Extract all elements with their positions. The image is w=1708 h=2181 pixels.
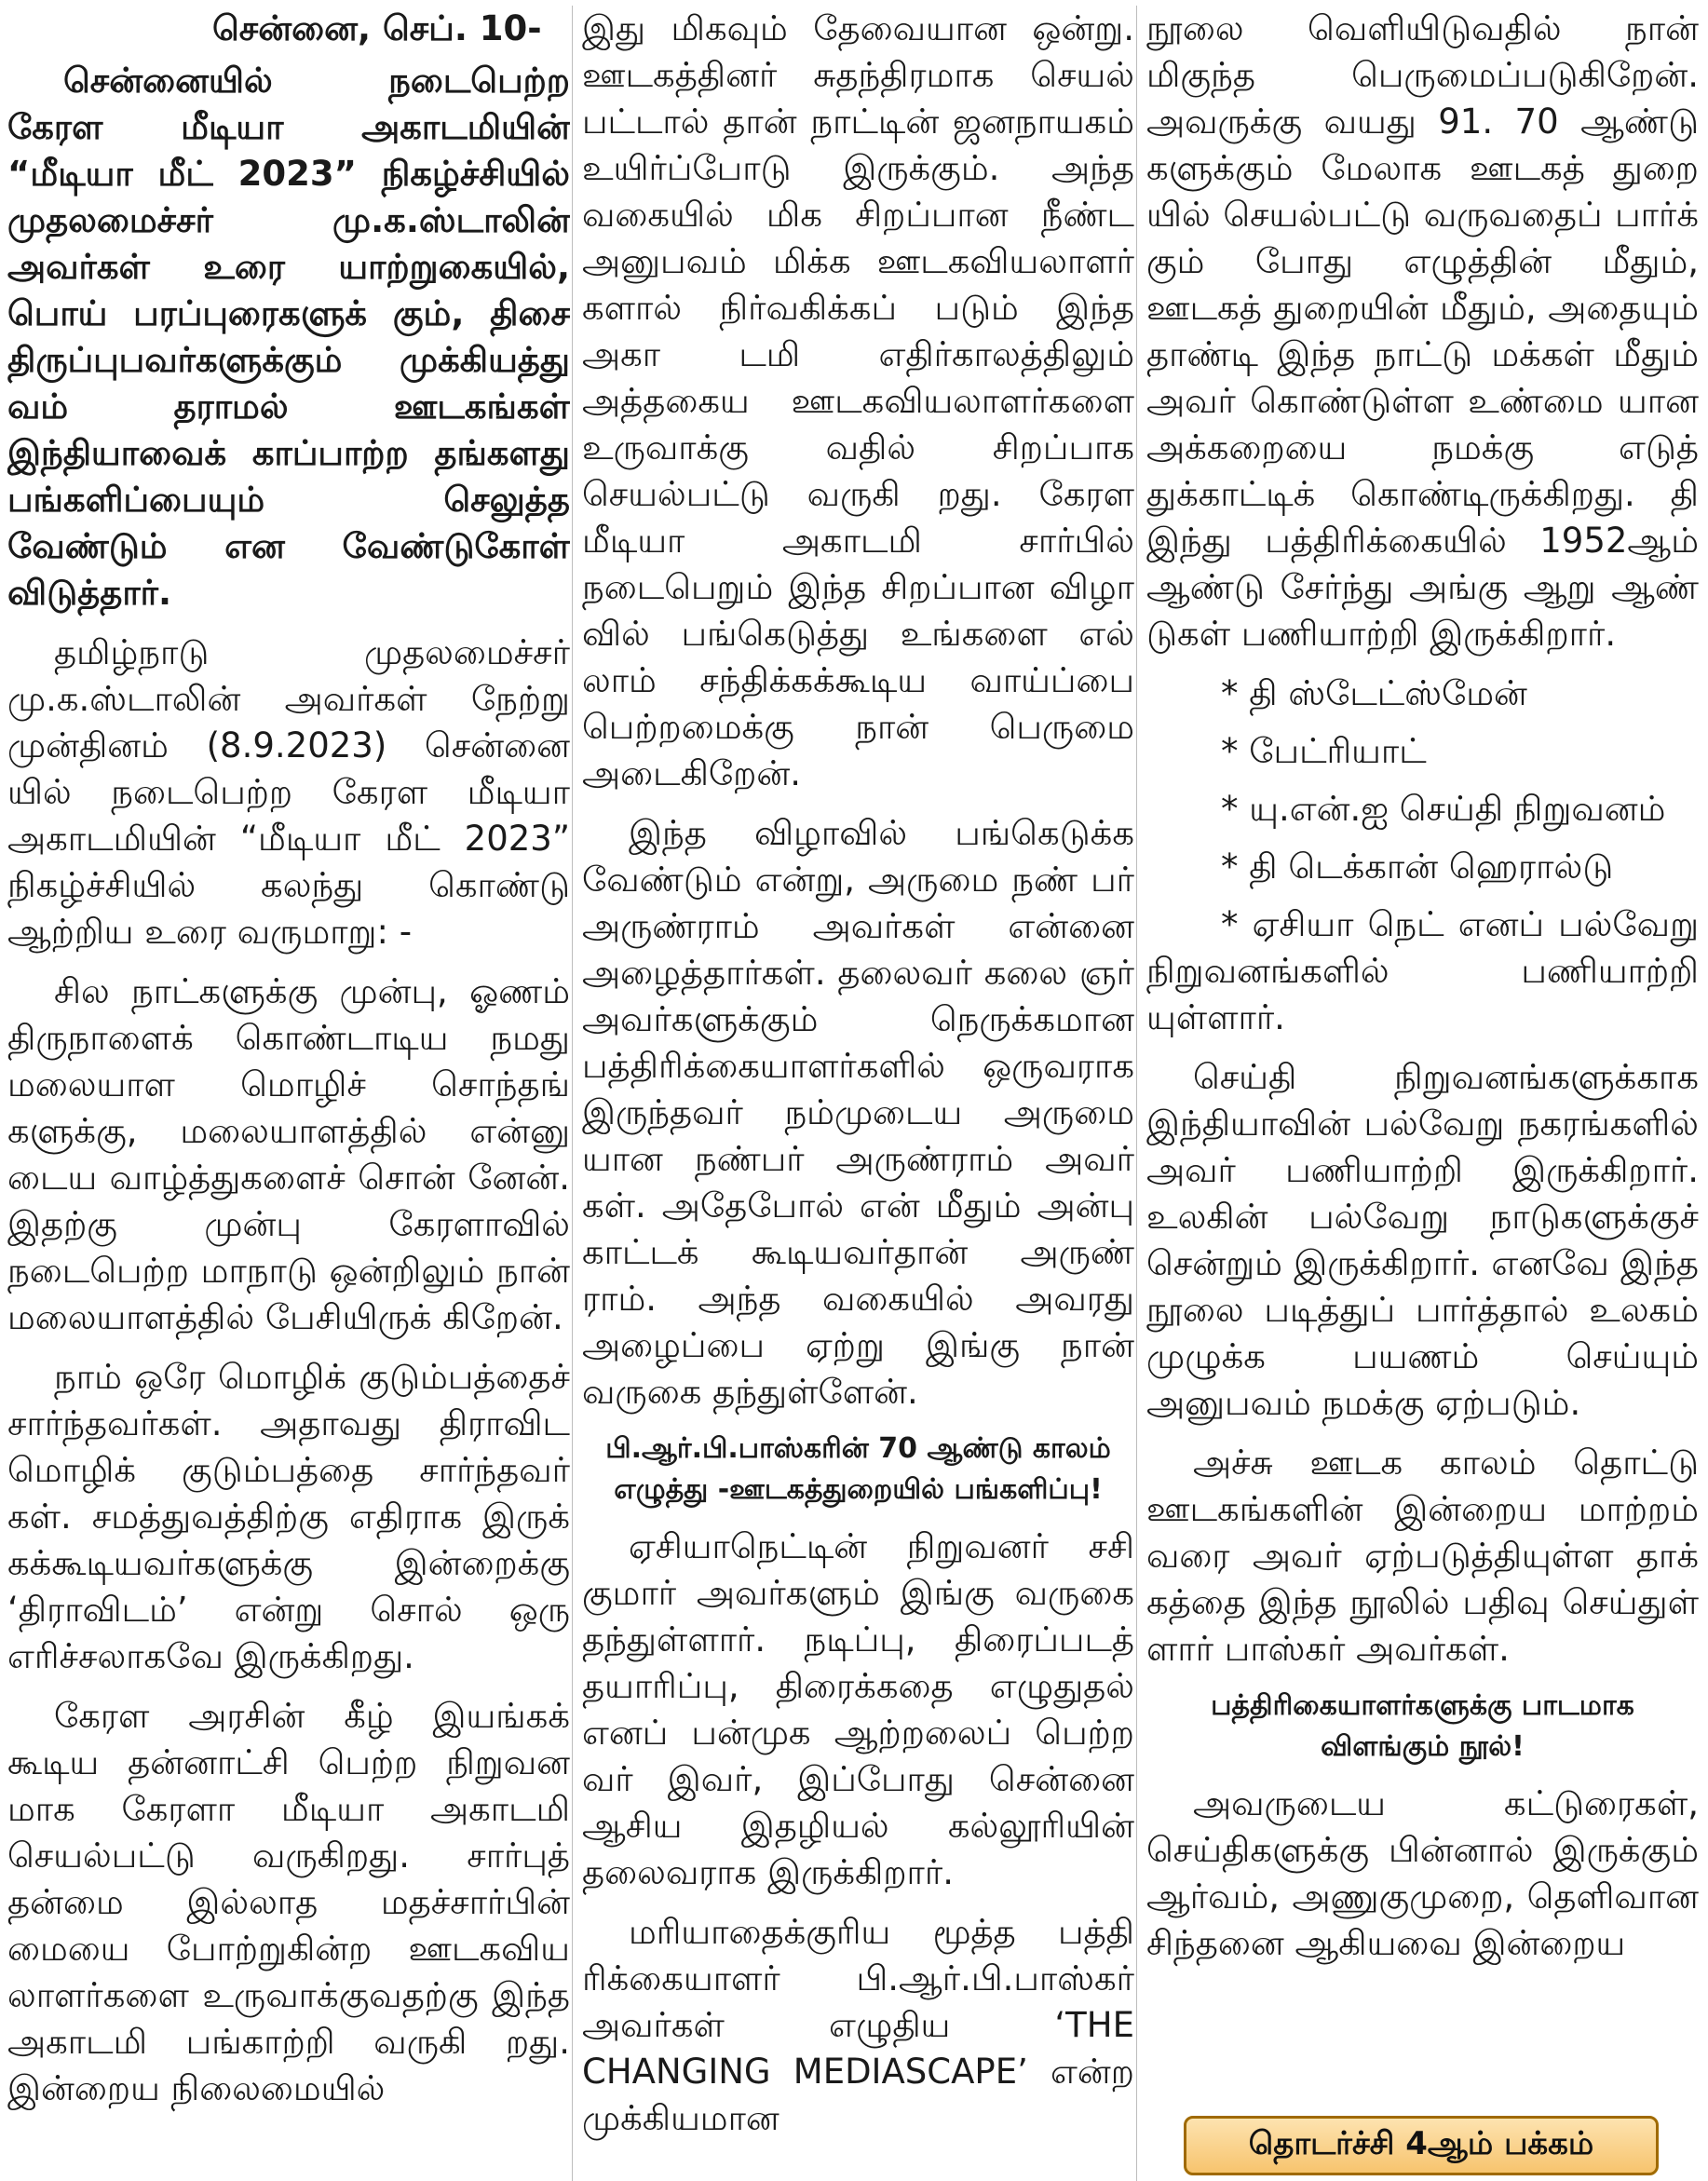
subheading: பி.ஆர்.பி.பாஸ்கரின் 70 ஆண்டு காலம் எழுத்து -ஊடகத்துறையில் பங்களிப்பு! — [605, 1432, 1111, 1506]
paragraph: சில நாட்களுக்கு முன்பு, ஓணம் திருநாளைக் கொண்டாடிய நமது மலையாள மொழிச் சொந்தங் களுக்கு, மலையாளத்தில் என்னு டைய வாழ்த்துகளைச் சொன் னேன். இதற்கு முன்பு கேரளாவில் நடைபெற்ற மாநாடு ஒன்றிலும் நான் மலையாளத்தில் பேசியிருக் கிறேன். — [7, 971, 570, 1337]
continued-on-page-box: தொடர்ச்சி 4ஆம் பக்கம் — [1184, 2116, 1659, 2175]
paragraph: செய்தி நிறுவனங்களுக்காக இந்தியாவின் பல்வேறு நகரங்களில் அவர் பணியாற்றி இருக்கிறார். உலகின் பல்வேறு நாடுகளுக்குச் சென்றும் இருக்கிறார். எனவே இந்த நூலை படித்துப் பார்த்தால் உலகம் முழுக்க பயணம் செய்யும் அனுபவம் நமக்கு ஏற்படும். — [1146, 1057, 1699, 1423]
paragraph: நூலை வெளியிடுவதில் நான் மிகுந்த பெருமைப்படுகிறேன். அவருக்கு வயது 91. 70 ஆண்டு களுக்கும் மேலாக ஊடகத் துறை யில் செயல்பட்டு வருவதைப் பார்க் கும் போது எழுத்தின் மீதும், ஊடகத் துறையின் மீதும், அதையும் தாண்டி இந்த நாட்டு மக்கள் மீதும் அவர் கொண்டுள்ள உண்மை யான அக்கறையை நமக்கு எடுத் துக்காட்டிக் கொண்டிருக்கிறது. தி இந்து பத்திரிக்கையில் 1952ஆம் ஆண்டு சேர்ந்து அங்கு ஆறு ஆண் டுகள் பணியாற்றி இருக்கிறார். — [1146, 8, 1699, 654]
dateline: சென்னை, செப். 10- — [212, 8, 542, 48]
list-item: * தி டெக்கான் ஹெரால்டு — [1221, 847, 1614, 887]
list-item: * தி ஸ்டேட்ஸ்மேன் — [1221, 673, 1527, 713]
list-item: * ஏசியா நெட் எனப் பல்வேறு நிறுவனங்களில் பணியாற்றி யுள்ளார். — [1146, 904, 1699, 1037]
paragraph: இது மிகவும் தேவையான ஒன்று. ஊடகத்தினர் சுதந்திரமாக செயல் பட்டால் தான் நாட்டின் ஜனநாயகம் உயிர்ப்போடு இருக்கும். அந்த வகையில் மிக சிறப்பான நீண்ட அனுபவம் மிக்க ஊடகவியலாளர் களால் நிர்வகிக்கப் படும் இந்த அகா டமி எதிர்காலத்திலும் அத்தகைய ஊடகவியலாளர்களை உருவாக்கு வதில் சிறப்பாக செயல்பட்டு வருகி றது. கேரள மீடியா அகாடமி சார்பில் நடைபெறும் இந்த சிறப்பான விழா வில் பங்கெடுத்து உங்களை எல் லாம் சந்திக்கக்கூடிய வாய்ப்பை பெற்றமைக்கு நான் பெருமை அடைகிறேன். — [582, 8, 1134, 793]
paragraph: இந்த விழாவில் பங்கெடுக்க வேண்டும் என்று, அருமை நண் பர் அருண்ராம் அவர்கள் என்னை அழைத்தார்கள். தலைவர் கலை ஞர் அவர்களுக்கும் நெருக்கமான பத்திரிக்கையாளர்களில் ஒருவராக இருந்தவர் நம்முடைய அருமை யான நண்பர் அருண்ராம் அவர் கள். அதேபோல் என் மீதும் அன்பு காட்டக் கூடியவர்தான் அருண் ராம். அந்த வகையில் அவரது அழைப்பை ஏற்று இங்கு நான் வருகை தந்துள்ளேன். — [582, 813, 1134, 1412]
paragraph: தமிழ்நாடு முதலமைச்சர் மு.க.ஸ்டாலின் அவர்கள் நேற்று முன்தினம் (8.9.2023) சென்னை யில் நடைபெற்ற கேரள மீடியா அகாடமியின் “மீடியா மீட் 2023” நிகழ்ச்சியில் கலந்து கொண்டு ஆற்றிய உரை வருமாறு: - — [7, 632, 570, 952]
column-1 — [7, 6, 570, 2181]
paragraph: ஏசியாநெட்டின் நிறுவனர் சசி குமார் அவர்களும் இங்கு வருகை தந்துள்ளார். நடிப்பு, திரைப்படத் தயாரிப்பு, திரைக்கதை எழுதுதல் எனப் பன்முக ஆற்றலைப் பெற்ற வர் இவர், இப்போது சென்னை ஆசிய இதழியல் கல்லூரியின் தலைவராக இருக்கிறார். — [582, 1526, 1134, 1892]
subheading: பத்திரிகையாளர்களுக்கு பாடமாக விளங்கும் நூல்! — [1211, 1689, 1634, 1763]
paragraph: அச்சு ஊடக காலம் தொட்டு ஊடகங்களின் இன்றைய மாற்றம் வரை அவர் ஏற்படுத்தியுள்ள தாக் கத்தை இந்த நூலில் பதிவு செய்துள் ளார் பாஸ்கர் அவர்கள். — [1146, 1443, 1699, 1669]
column-2 — [572, 6, 1134, 2181]
column-3 — [1136, 6, 1699, 2181]
paragraph: அவருடைய கட்டுரைகள், செய்திகளுக்கு பின்னால் இருக்கும் ஆர்வம், அணுகுமுறை, தெளிவான சிந்தனை ஆகியவை இன்றைய — [1146, 1783, 1699, 1963]
lead-paragraph: சென்னையில் நடைபெற்ற கேரள மீடியா அகாடமியின் “மீடியா மீட் 2023” நிகழ்ச்சியில் முதலமைச்சர் மு.க.ஸ்டாலின் அவர்கள் உரை யாற்றுகையில், பொய் பரப்புரைகளுக் கும், திசை திருப்புபவர்களுக்கும் முக்கியத்து வம் தராமல் ஊடகங்கள் இந்தியாவைக் காப்பாற்ற தங்களது பங்களிப்பையும் செலுத்த வேண்டும் என வேண்டுகோள் விடுத்தார். — [7, 61, 570, 613]
list-item: * யு.என்.ஐ செய்தி நிறுவனம் — [1221, 789, 1666, 829]
paragraph: கேரள அரசின் கீழ் இயங்கக் கூடிய தன்னாட்சி பெற்ற நிறுவன மாக கேரளா மீடியா அகாடமி செயல்பட்டு வருகிறது. சார்புத் தன்மை இல்லாத மதச்சார்பின் மையை போற்றுகின்ற ஊடகவிய லாளர்களை உருவாக்குவதற்கு இந்த அகாடமி பங்காற்றி வருகி றது. இன்றைய நிலைமையில் — [7, 1696, 570, 2108]
paragraph: நாம் ஒரே மொழிக் குடும்பத்தைச் சார்ந்தவர்கள். அதாவது திராவிட மொழிக் குடும்பத்தை சார்ந்தவர் கள். சமத்துவத்திற்கு எதிராக இருக் கக்கூடியவர்களுக்கு இன்றைக்கு ‘திராவிடம்’ என்று சொல் ஒரு எரிச்சலாகவே இருக்கிறது. — [7, 1357, 570, 1676]
list-item: * பேட்ரியாட் — [1221, 731, 1427, 771]
paragraph: மரியாதைக்குரிய மூத்த பத்தி ரிக்கையாளர் பி.ஆர்.பி.பாஸ்கர் அவர்கள் எழுதிய ‘THE CHANGING MEDIASCAPE’ என்ற முக்கியமான — [582, 1912, 1134, 2138]
